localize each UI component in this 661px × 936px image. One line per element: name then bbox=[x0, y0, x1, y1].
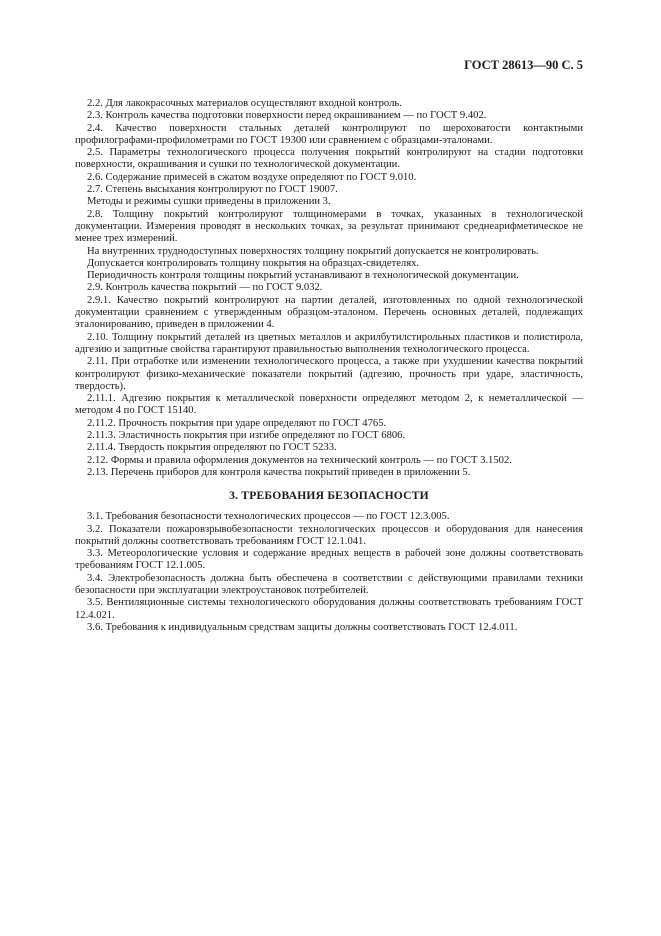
paragraph-text: 2.4. Качество поверхности стальных деталей контролируют по шероховатости контактными профилографами-профилометрами по ГОСТ 19300 или сравнением с образцами-эталонами. bbox=[75, 122, 583, 146]
paragraph-2-10 bbox=[75, 332, 583, 357]
paragraph-text: 2.11.1. Адгезию покрытия к металлической поверхности определяют методом 2, к неметаллической — методом 4 по ГОСТ 15140. bbox=[75, 393, 583, 417]
paragraph-2-11-2 bbox=[75, 418, 583, 430]
paragraph-3-1 bbox=[75, 511, 583, 523]
paragraph-text: 2.5. Параметры технологического процесса получения покрытий контролируют на стадии подготовки поверхности, окрашивания и сушки по технологической документации. bbox=[75, 147, 583, 171]
paragraph-2-6 bbox=[75, 172, 583, 184]
paragraph-periodicity bbox=[75, 270, 583, 282]
section-3-title: 3. ТРЕБОВАНИЯ БЕЗОПАСНОСТИ bbox=[229, 489, 429, 503]
section-3-body bbox=[75, 511, 583, 634]
paragraph-text: 2.11.2. Прочность покрытия при ударе определяют по ГОСТ 4765. bbox=[87, 417, 387, 429]
paragraph-text: 3.4. Электробезопасность должна быть обеспечена в соответствии с действующими правилами техники безопасности при эксплуатации электроустановок потребителей. bbox=[75, 572, 583, 596]
paragraph-text: 2.11. При отработке или изменении технологического процесса, а также при ухудшении качества покрытий контролируют физико-механические показатели покрытий (адгезию, прочность при ударе, эластичность, твердость). bbox=[75, 356, 583, 392]
paragraph-3-6 bbox=[75, 622, 583, 634]
paragraph-text: Методы и режимы сушки приведены в приложении 3. bbox=[87, 196, 331, 208]
paragraph-2-11-1 bbox=[75, 393, 583, 418]
paragraph-text: 3.6. Требования к индивидуальным средствам защиты должны соответствовать ГОСТ 12.4.011. bbox=[87, 621, 518, 633]
paragraph-2-5 bbox=[75, 147, 583, 172]
section-2-body bbox=[75, 98, 583, 479]
document-page bbox=[75, 58, 583, 634]
paragraph-drying-methods bbox=[75, 196, 583, 208]
paragraph-text: На внутренних труднодоступных поверхностях толщину покрытий допускается не контролировать. bbox=[87, 245, 539, 257]
paragraph-text: 3.2. Показатели пожаровзрывобезопасности технологических процессов и оборудования для нанесения покрытий должны соответствовать требованиям ГОСТ 12.1.041. bbox=[75, 523, 583, 547]
paragraph-3-3 bbox=[75, 548, 583, 573]
paragraph-text: 2.10. Толщину покрытий деталей из цветных металлов и акрилбутилстирольных пластиков и полистирола, адгезию и защитные свойства гарантируют правильностью выполнения технологического процесса. bbox=[75, 331, 583, 355]
paragraph-2-9 bbox=[75, 282, 583, 294]
page-header: ГОСТ 28613—90 С. 5 bbox=[464, 58, 583, 72]
paragraph-text: Допускается контролировать толщину покрытия на образцах-свидетелях. bbox=[87, 257, 420, 269]
paragraph-3-4 bbox=[75, 573, 583, 598]
paragraph-2-11-3 bbox=[75, 430, 583, 442]
paragraph-text: 3.5. Вентиляционные системы технологического оборудования должны соответствовать требованиям ГОСТ 12.4.021. bbox=[75, 597, 583, 621]
paragraph-text: 2.6. Содержание примесей в сжатом воздухе определяют по ГОСТ 9.010. bbox=[87, 171, 417, 183]
paragraph-text: 2.9. Контроль качества покрытий — по ГОСТ 9.032. bbox=[87, 282, 323, 294]
paragraph-2-9-1 bbox=[75, 295, 583, 332]
paragraph-2-12 bbox=[75, 455, 583, 467]
paragraph-3-2 bbox=[75, 524, 583, 549]
paragraph-witness-samples bbox=[75, 258, 583, 270]
paragraph-text: 2.3. Контроль качества подготовки поверхности перед окрашиванием — по ГОСТ 9.402. bbox=[87, 110, 487, 122]
paragraph-3-5 bbox=[75, 597, 583, 622]
paragraph-2-2 bbox=[75, 98, 583, 110]
paragraph-text: 2.2. Для лакокрасочных материалов осуществляют входной контроль. bbox=[87, 98, 402, 109]
paragraph-2-7 bbox=[75, 184, 583, 196]
paragraph-text: 2.11.4. Твердость покрытия определяют по ГОСТ 5233. bbox=[87, 442, 337, 454]
paragraph-text: 2.7. Степень высыхания контролируют по ГОСТ 19007. bbox=[87, 184, 338, 196]
paragraph-text: 2.8. Толщину покрытий контролируют толщиномерами в точках, указанных в технологической документации. Измерения проводят в нескольких точках, за результат принимают среднеарифметическое не менее трех измерений. bbox=[75, 208, 583, 245]
paragraph-text: 2.12. Формы и правила оформления документов на технический контроль — по ГОСТ 3.1502. bbox=[87, 454, 512, 466]
paragraph-2-8 bbox=[75, 209, 583, 246]
paragraph-text: 2.11.3. Эластичность покрытия при изгибе определяют по ГОСТ 6806. bbox=[87, 430, 406, 442]
paragraph-inner-surfaces bbox=[75, 246, 583, 258]
paragraph-2-4 bbox=[75, 123, 583, 148]
paragraph-text: Периодичность контроля толщины покрытий устанавливают в технологической документации. bbox=[87, 270, 519, 282]
paragraph-text: 2.13. Перечень приборов для контроля качества покрытий приведен в приложении 5. bbox=[87, 466, 471, 478]
paragraph-text: 2.9.1. Качество покрытий контролируют на партии деталей, изготовленных по одной технологической документации сравнением с утвержденным образцом-эталоном. Перечень основных деталей, подлежащих эталонированию, приведен в приложении 4. bbox=[75, 294, 583, 331]
paragraph-text: 3.3. Метеорологические условия и содержание вредных веществ в рабочей зоне должны соответствовать требованиям ГОСТ 12.1.005. bbox=[75, 548, 583, 572]
paragraph-2-3 bbox=[75, 110, 583, 122]
paragraph-text: 3.1. Требования безопасности технологических процессов — по ГОСТ 12.3.005. bbox=[87, 511, 450, 523]
paragraph-2-11-4 bbox=[75, 442, 583, 454]
paragraph-2-13 bbox=[75, 467, 583, 479]
paragraph-2-11 bbox=[75, 356, 583, 393]
